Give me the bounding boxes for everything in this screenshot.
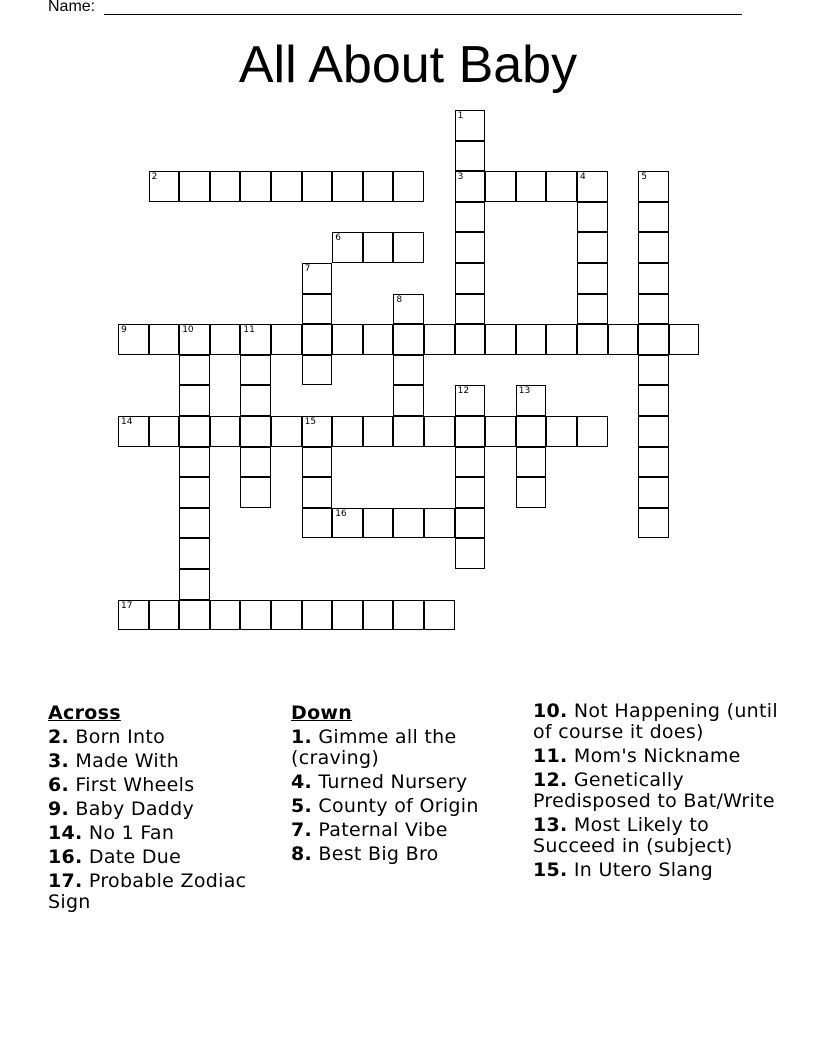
clue-item-number: 17. [48,870,83,892]
grid-cell[interactable] [179,171,210,202]
clue-item-number: 13. [533,814,568,836]
grid-cell[interactable] [455,141,486,172]
grid-cell[interactable] [638,232,669,263]
grid-cell[interactable] [363,416,394,447]
clue-item-text: Born Into [69,726,166,748]
grid-cell[interactable] [516,416,547,447]
grid-cell[interactable] [332,600,363,631]
clue-number: 11 [243,325,255,336]
grid-cell[interactable] [271,600,302,631]
grid-cell[interactable] [577,294,608,325]
grid-cell[interactable] [302,263,333,294]
grid-cell[interactable] [393,324,424,355]
grid-cell[interactable] [302,600,333,631]
grid-cell[interactable] [455,538,486,569]
grid-cell[interactable] [669,324,700,355]
clue-item [48,799,283,820]
grid-cell[interactable] [546,324,577,355]
grid-cell[interactable] [455,294,486,325]
down-clue-list-continued [533,701,783,881]
grid-cell[interactable] [638,355,669,386]
grid-cell[interactable] [240,171,271,202]
clue-item [48,775,283,796]
clue-number: 2 [151,172,158,183]
grid-cell[interactable] [118,600,149,631]
grid-cell[interactable] [332,232,363,263]
clue-item [533,701,783,743]
grid-cell[interactable] [577,202,608,233]
clue-item-text: Gimme all the (craving) [291,726,457,769]
grid-cell[interactable] [149,324,180,355]
grid-cell[interactable] [179,385,210,416]
clue-item-number: 3. [48,750,70,772]
grid-cell[interactable] [638,385,669,416]
clue-item [533,746,783,767]
clue-item-text: Best Big Bro [312,843,439,865]
grid-cell[interactable] [638,477,669,508]
grid-cell[interactable] [332,171,363,202]
clue-number: 7 [304,264,311,274]
grid-cell[interactable] [577,171,608,202]
clue-item-text: Date Due [82,846,182,868]
grid-cell[interactable] [516,324,547,355]
grid-cell[interactable] [179,477,210,508]
grid-cell[interactable] [638,447,669,478]
clue-item-number: 5. [291,795,313,817]
clue-item-number: 12. [533,769,568,791]
grid-cell[interactable] [179,447,210,478]
clue-number: 6 [335,233,341,244]
across-clues [48,701,283,916]
clue-item-text: Baby Daddy [69,798,195,820]
grid-cell[interactable] [118,416,149,447]
grid-cell[interactable] [608,324,639,355]
grid-cell[interactable] [302,416,333,447]
clue-item [291,772,526,793]
grid-cell[interactable] [179,416,210,447]
grid-cell[interactable] [455,232,486,263]
grid-cell[interactable] [332,324,363,355]
down-clues [291,701,526,868]
grid-cell[interactable] [302,355,333,386]
clue-item [291,796,526,817]
grid-cell[interactable] [271,171,302,202]
grid-cell[interactable] [210,416,241,447]
grid-cell[interactable] [455,447,486,478]
clue-number: 10 [182,325,194,336]
grid-cell[interactable] [485,416,516,447]
grid-cell[interactable] [240,447,271,478]
grid-cell[interactable] [302,171,333,202]
across-heading: Across [48,702,121,724]
grid-cell[interactable] [516,477,547,508]
grid-cell[interactable] [210,600,241,631]
clue-item-number: 10. [533,700,568,722]
grid-cell[interactable] [179,538,210,569]
clue-item [48,823,283,844]
grid-cell[interactable] [179,508,210,539]
clue-item-number: 11. [533,745,568,767]
across-clue-list [48,727,283,913]
grid-cell[interactable] [393,294,424,325]
clue-item-text: First Wheels [69,774,195,796]
clue-number: 13 [518,386,531,397]
clue-item-text: No 1 Fan [82,822,175,844]
grid-cell[interactable] [210,324,241,355]
grid-cell[interactable] [332,508,363,539]
clue-item-number: 2. [48,726,70,748]
grid-cell[interactable] [302,508,333,539]
grid-cell[interactable] [302,294,333,325]
clue-item-text: Probable Zodiac Sign [48,870,247,913]
clue-item [48,727,283,748]
grid-cell[interactable] [455,263,486,294]
grid-cell[interactable] [393,508,424,539]
grid-cell[interactable] [149,416,180,447]
grid-cell[interactable] [455,202,486,233]
grid-cell[interactable] [363,232,394,263]
grid-cell[interactable] [516,171,547,202]
grid-cell[interactable] [118,324,149,355]
clue-item-number: 4. [291,771,313,793]
grid-cell[interactable] [363,171,394,202]
grid-cell[interactable] [424,324,455,355]
grid-cell[interactable] [577,232,608,263]
grid-cell[interactable] [179,324,210,355]
grid-cell[interactable] [424,600,455,631]
grid-cell[interactable] [638,202,669,233]
clue-number: 8 [396,294,403,305]
clue-item [533,815,783,857]
grid-cell[interactable] [393,355,424,386]
grid-cell[interactable] [485,171,516,202]
grid-cell[interactable] [638,263,669,294]
grid-cell[interactable] [638,416,669,447]
grid-cell[interactable] [455,508,486,539]
clue-item-number: 14. [48,822,83,844]
clue-item-text: Mom's Nickname [567,745,741,767]
grid-cell[interactable] [240,324,271,355]
grid-cell[interactable] [577,324,608,355]
grid-cell[interactable] [638,324,669,355]
clue-item [533,770,783,812]
clue-item [291,727,526,769]
clue-number: 4 [580,172,586,183]
grid-cell[interactable] [332,416,363,447]
grid-cell[interactable] [179,600,210,631]
clue-item-text: Genetically Predisposed to Bat/Write [533,769,775,812]
grid-cell[interactable] [455,171,486,202]
clue-item-text: Turned Nursery [312,771,468,793]
grid-cell[interactable] [546,416,577,447]
grid-cell[interactable] [240,416,271,447]
clue-number: 16 [335,508,347,519]
grid-cell[interactable] [240,477,271,508]
grid-cell[interactable] [240,600,271,631]
grid-cell[interactable] [546,171,577,202]
clue-item-number: 9. [48,798,70,820]
clue-item-text: County of Origin [312,795,479,817]
grid-cell[interactable] [638,171,669,202]
puzzle-title: All About Baby [238,36,578,94]
clue-item-text: In Utero Slang [567,859,713,881]
clue-number: 9 [121,325,127,336]
clue-item [48,871,283,913]
grid-cell[interactable] [393,385,424,416]
grid-cell[interactable] [393,171,424,202]
grid-cell[interactable] [455,385,486,416]
name-label: Name: [48,0,96,15]
grid-cell[interactable] [149,171,180,202]
grid-cell[interactable] [638,508,669,539]
clue-number: 14 [121,417,133,427]
clue-number: 5 [641,172,647,183]
grid-cell[interactable] [424,416,455,447]
grid-cell[interactable] [455,416,486,447]
clue-number: 3 [457,172,464,183]
grid-cell[interactable] [302,324,333,355]
grid-cell[interactable] [393,416,424,447]
clue-number: 1 [457,111,464,121]
clue-item-text: Most Likely to Succeed in (subject) [533,814,733,857]
clue-item-number: 7. [291,819,313,841]
grid-cell[interactable] [210,171,241,202]
grid-cell[interactable] [516,447,547,478]
grid-cell[interactable] [271,416,302,447]
clue-item-text: Made With [69,750,180,772]
grid-cell[interactable] [455,110,486,141]
clue-item [48,847,283,868]
grid-cell[interactable] [638,294,669,325]
grid-cell[interactable] [455,324,486,355]
grid-cell[interactable] [363,508,394,539]
grid-cell[interactable] [577,416,608,447]
clue-item-number: 16. [48,846,83,868]
grid-cell[interactable] [363,600,394,631]
grid-cell[interactable] [179,355,210,386]
grid-cell[interactable] [393,232,424,263]
grid-cell[interactable] [179,569,210,600]
clue-number: 15 [304,417,317,427]
clue-item [291,820,526,841]
clue-item [533,860,783,881]
down-clue-list [291,727,526,865]
clue-item-number: 6. [48,774,70,796]
clue-item-text: Paternal Vibe [312,819,448,841]
grid-cell[interactable] [393,600,424,631]
clue-number: 12 [457,386,470,397]
clue-item-number: 8. [291,843,313,865]
clue-item-number: 15. [533,859,568,881]
down-heading: Down [291,702,353,724]
grid-cell[interactable] [240,355,271,386]
down-clues-continued [533,701,783,884]
grid-cell[interactable] [240,385,271,416]
grid-cell[interactable] [424,508,455,539]
grid-cell[interactable] [485,324,516,355]
grid-cell[interactable] [577,263,608,294]
grid-cell[interactable] [516,385,547,416]
grid-cell[interactable] [271,324,302,355]
clue-item-text: Not Happening (until of course it does) [533,700,778,743]
grid-cell[interactable] [302,447,333,478]
clue-number: 17 [121,600,133,611]
clue-item [291,844,526,865]
clue-item [48,751,283,772]
grid-cell[interactable] [363,324,394,355]
grid-cell[interactable] [149,600,180,631]
grid-cell[interactable] [455,477,486,508]
clue-item-number: 1. [291,726,313,748]
grid-cell[interactable] [302,477,333,508]
